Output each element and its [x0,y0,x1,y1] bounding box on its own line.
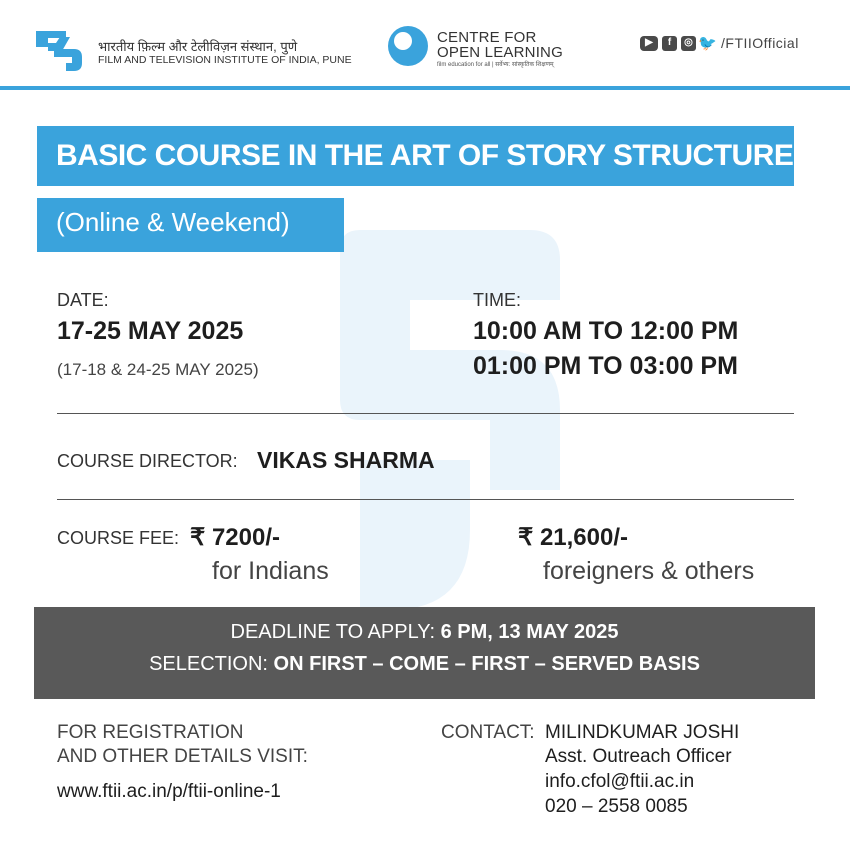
institute-name-hindi: भारतीय फ़िल्म और टेलीविज़न संस्थान, पुणे [98,39,298,54]
selection-label: SELECTION: [149,653,274,675]
registration-url[interactable]: www.ftii.ac.in/p/ftii-online-1 [57,781,281,802]
date-label: DATE: [57,290,109,310]
selection-line [34,653,815,676]
selection-value: ON FIRST – COME – FIRST – SERVED BASIS [273,653,700,675]
col-title [437,30,563,60]
header-divider [0,86,850,90]
divider-2 [57,499,794,500]
col-title-line1: CENTRE FOR [437,29,537,46]
time-slot-2: 01:00 PM TO 03:00 PM [473,352,738,380]
institute-name-english: FILM AND TELEVISION INSTITUTE OF INDIA, PUNE [98,54,352,66]
fee-indian-amount: ₹ 7200/- [190,524,280,551]
director-label: COURSE DIRECTOR: [57,451,238,471]
ftii-watermark-logo [300,230,580,610]
divider-1 [57,413,794,414]
contact-label: CONTACT: [441,722,535,743]
social-bar [640,35,799,51]
fee-label: COURSE FEE: [57,528,180,548]
date-detail: (17-18 & 24-25 MAY 2025) [57,360,259,379]
fee-foreign-note: foreigners & others [543,557,755,585]
ftii-logo [36,25,82,71]
course-title: BASIC COURSE IN THE ART OF STORY STRUCTURE [56,139,794,172]
youtube-icon[interactable]: ▶ [640,36,658,51]
contact-name: MILINDKUMAR JOSHI [545,722,740,743]
contact-role: Asst. Outreach Officer [545,746,732,767]
time-slot-1: 10:00 AM TO 12:00 PM [473,317,739,345]
fee-foreign-amount: ₹ 21,600/- [518,524,629,551]
registration-line-1: FOR REGISTRATION [57,722,244,743]
col-title-line2: OPEN LEARNING [437,44,563,61]
director-name: VIKAS SHARMA [257,447,435,473]
contact-email[interactable]: info.cfol@ftii.ac.in [545,771,695,792]
time-label: TIME: [473,290,521,310]
course-subtitle: (Online & Weekend) [56,207,290,237]
deadline-value: 6 PM, 13 MAY 2025 [440,621,619,643]
instagram-icon[interactable]: ◎ [681,36,696,51]
contact-phone[interactable]: 020 – 2558 0085 [545,796,688,817]
col-logo-circle-icon [386,25,434,67]
facebook-icon[interactable]: f [662,36,677,51]
deadline-label: DEADLINE TO APPLY: [230,621,441,643]
registration-line-2: AND OTHER DETAILS VISIT: [57,746,308,767]
social-handle[interactable]: /FTIIOfficial [721,35,799,51]
deadline-line [34,621,815,644]
col-tagline: film education for all | सर्वेभ्य: सांस्कृतिक शिक्षणम् [437,62,554,68]
fee-indian-note: for Indians [212,557,329,585]
date-value: 17-25 MAY 2025 [57,317,244,345]
twitter-icon[interactable]: 🐦 [698,34,717,52]
